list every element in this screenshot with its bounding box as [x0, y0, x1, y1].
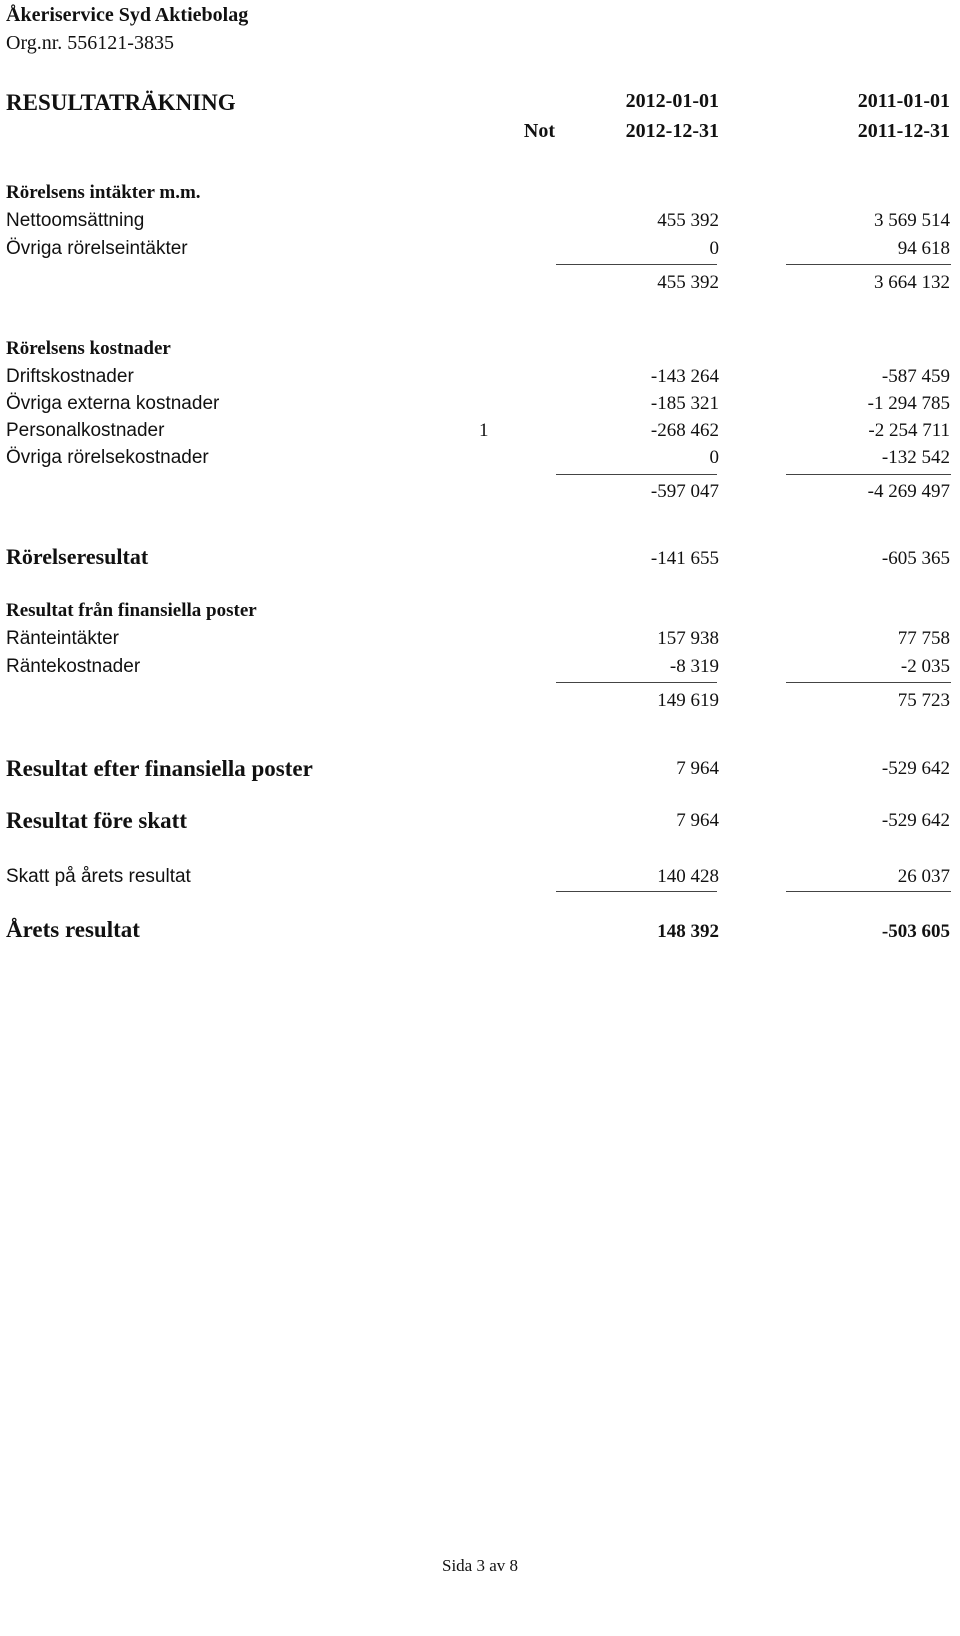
costs-total-2012: -597 047: [650, 481, 719, 502]
tax-label: Skatt på årets resultat: [6, 866, 191, 887]
subtotal-rule: [556, 264, 717, 265]
result-before-tax-label: Resultat före skatt: [6, 808, 187, 833]
result-before-tax-2011: -529 642: [881, 810, 950, 831]
financial-total-2012: 149 619: [657, 690, 719, 711]
cost-row-value-2011: -2 254 711: [868, 420, 950, 441]
income-row-value-2012: 0: [709, 238, 719, 259]
period2-end: 2011-12-31: [857, 120, 950, 142]
result-before-tax-2012: 7 964: [676, 810, 719, 831]
cost-row-note: 1: [479, 420, 489, 441]
cost-row-label: Övriga externa kostnader: [6, 393, 220, 414]
period1-end: 2012-12-31: [625, 120, 719, 142]
company-name: Åkeriservice Syd Aktiebolag: [6, 4, 249, 26]
subtotal-rule: [556, 682, 717, 683]
note-column-header: Not: [523, 120, 555, 142]
financial-row-value-2012: 157 938: [657, 628, 719, 649]
page-number: Sida 3 av 8: [441, 1556, 519, 1575]
income-heading: Rörelsens intäkter m.m.: [6, 182, 201, 203]
cost-row-value-2012: -268 462: [650, 420, 719, 441]
tax-2011: 26 037: [897, 866, 950, 887]
cost-row-label: Övriga rörelsekostnader: [6, 447, 209, 468]
costs-total-2011: -4 269 497: [867, 481, 950, 502]
period2-start: 2011-01-01: [857, 90, 950, 112]
period1-start: 2012-01-01: [625, 90, 719, 112]
cost-row-value-2012: -143 264: [650, 366, 719, 387]
financial-heading: Resultat från finansiella poster: [6, 600, 257, 621]
income-row-value-2011: 94 618: [897, 238, 950, 259]
subtotal-rule: [786, 474, 951, 475]
year-result-label: Årets resultat: [6, 917, 140, 942]
cost-row-label: Driftskostnader: [6, 366, 134, 387]
subtotal-rule: [786, 891, 951, 892]
financial-row-value-2012: -8 319: [669, 656, 719, 677]
cost-row-value-2012: -185 321: [650, 393, 719, 414]
cost-row-value-2011: -1 294 785: [867, 393, 950, 414]
cost-row-value-2012: 0: [709, 447, 719, 468]
org-number: Org.nr. 556121-3835: [6, 32, 174, 54]
financial-row-value-2011: 77 758: [897, 628, 950, 649]
operating-result-label: Rörelseresultat: [6, 544, 149, 569]
tax-2012: 140 428: [657, 866, 719, 887]
financial-total-2011: 75 723: [897, 690, 950, 711]
year-result-2012: 148 392: [657, 921, 719, 942]
financial-row-label: Räntekostnader: [6, 656, 141, 677]
subtotal-rule: [786, 264, 951, 265]
year-result-2011: -503 605: [881, 921, 950, 942]
income-row-label: Nettoomsättning: [6, 210, 145, 231]
cost-row-value-2011: -587 459: [881, 366, 950, 387]
financial-row-value-2011: -2 035: [900, 656, 950, 677]
statement-title: RESULTATRÄKNING: [6, 90, 236, 115]
costs-heading: Rörelsens kostnader: [6, 338, 171, 359]
subtotal-rule: [556, 474, 717, 475]
income-row-label: Övriga rörelseintäkter: [6, 238, 188, 259]
income-row-value-2011: 3 569 514: [874, 210, 950, 231]
income-total-2012: 455 392: [657, 272, 719, 293]
income-total-2011: 3 664 132: [874, 272, 950, 293]
income-row-value-2012: 455 392: [657, 210, 719, 231]
cost-row-label: Personalkostnader: [6, 420, 165, 441]
result-after-financial-2011: -529 642: [881, 758, 950, 779]
operating-result-2012: -141 655: [650, 548, 719, 569]
result-after-financial-label: Resultat efter finansiella poster: [6, 756, 313, 781]
subtotal-rule: [786, 682, 951, 683]
operating-result-2011: -605 365: [881, 548, 950, 569]
financial-row-label: Ränteintäkter: [6, 628, 120, 649]
subtotal-rule: [556, 891, 717, 892]
result-after-financial-2012: 7 964: [676, 758, 719, 779]
cost-row-value-2011: -132 542: [881, 447, 950, 468]
